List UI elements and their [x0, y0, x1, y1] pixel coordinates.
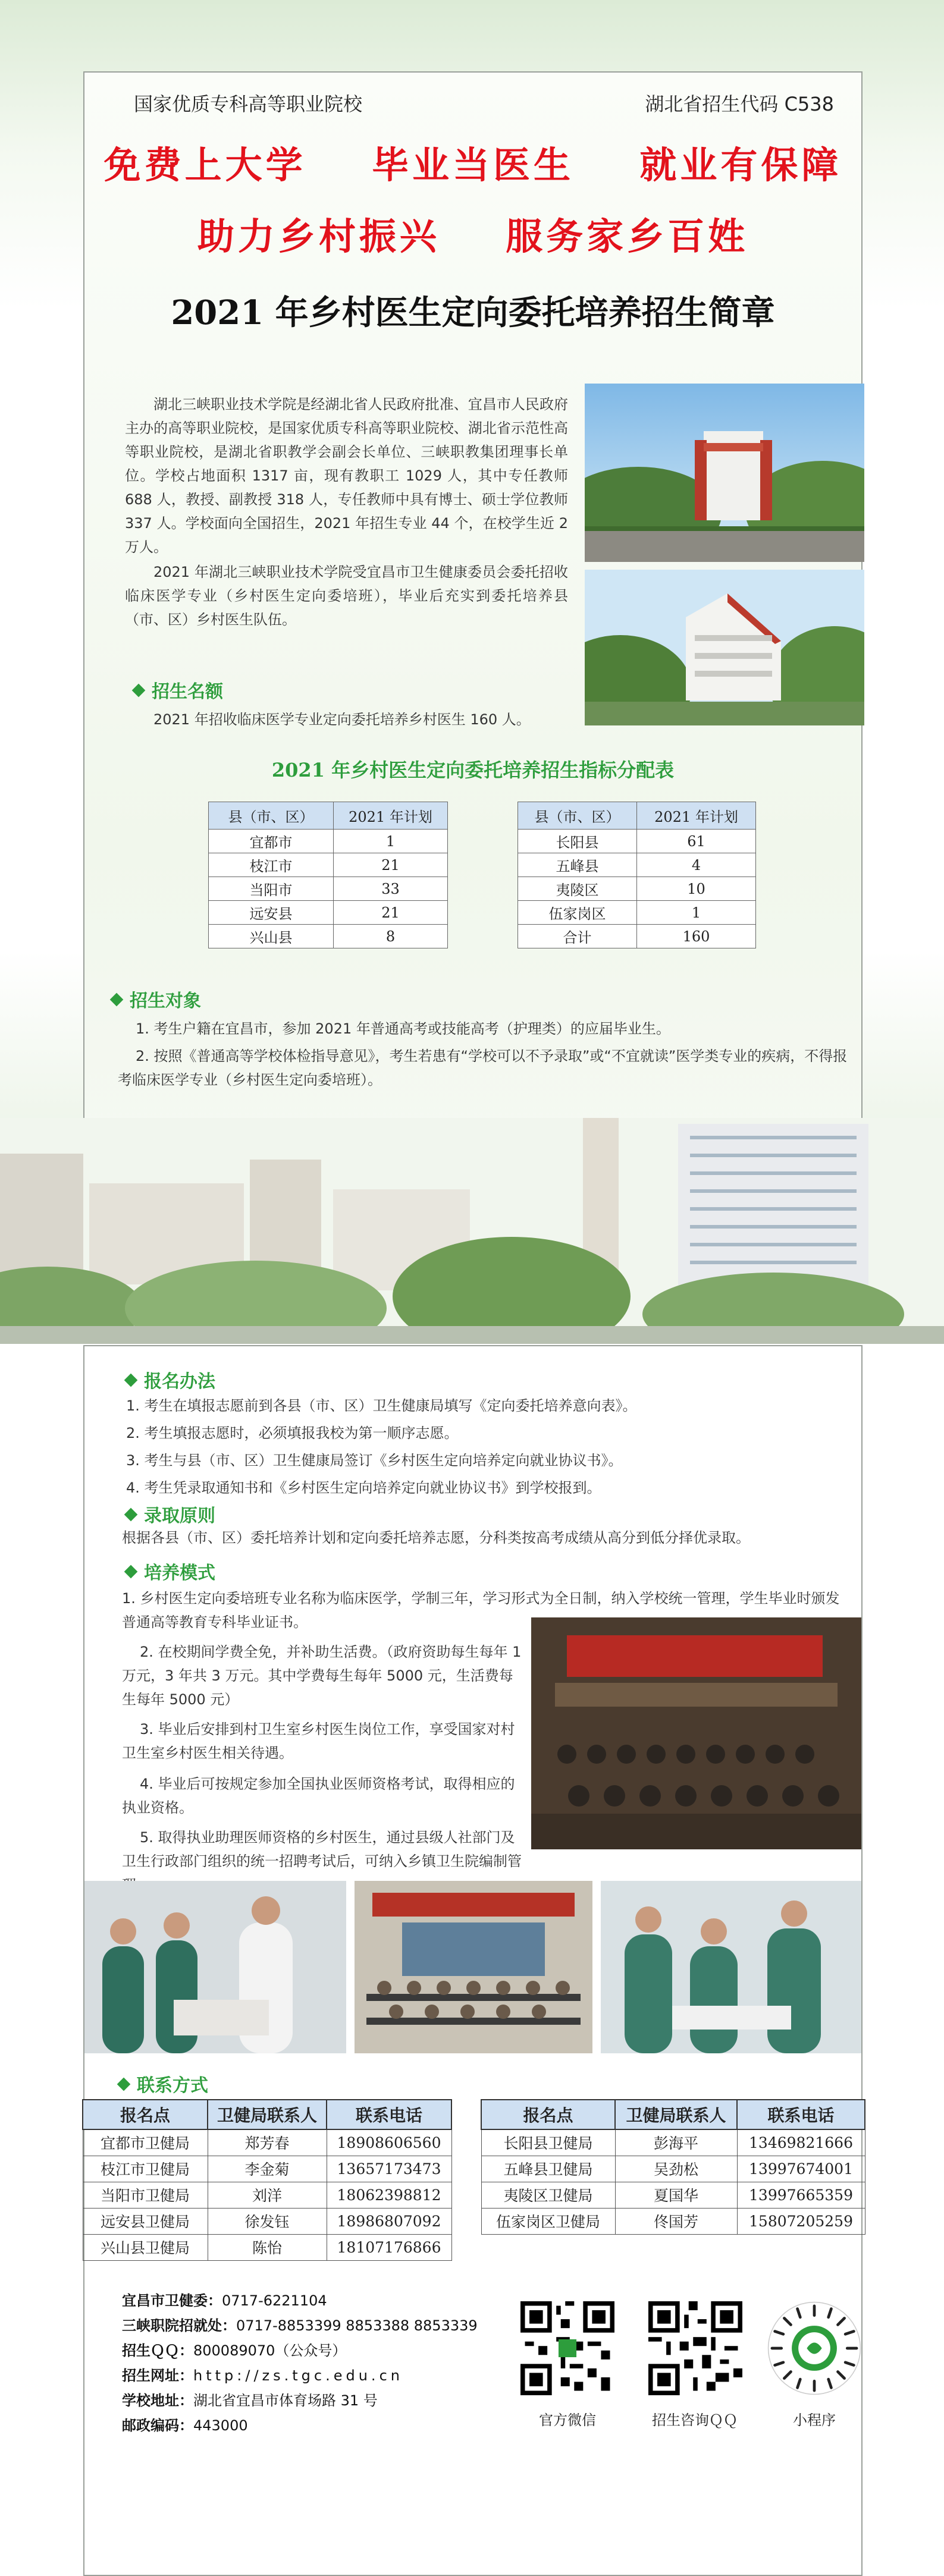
table-row: 夷陵区 10: [518, 877, 756, 901]
diamond-bullet-icon: [132, 684, 146, 698]
table-row: 宜都市卫健局 郑芳春 18908606560: [83, 2129, 451, 2156]
campus-panorama-illustration: [0, 1118, 944, 1344]
table-row: 当阳市卫健局 刘洋 18062398812: [83, 2182, 451, 2208]
contacts-heading: 联系方式: [119, 2071, 208, 2097]
table-row: 长阳县 61: [518, 830, 756, 853]
diamond-bullet-icon: [124, 1508, 138, 1522]
miniapp-code[interactable]: [767, 2301, 861, 2395]
school-introduction: [125, 392, 568, 633]
conference-hall-photo: [531, 1617, 861, 1849]
list-item: 1. 考生在填报志愿前到各县（市、区）卫生健康局填写《定向委托培养意向表》。: [126, 1397, 637, 1414]
contacts-header-phone: 联系电话: [737, 2100, 865, 2129]
table-row: 远安县卫健局 徐发钰 18986807092: [83, 2208, 451, 2234]
plan-table-left: [208, 802, 448, 948]
table-row: 枝江市 21: [209, 853, 448, 877]
contact-line-qq: 招生ＱＱ：800089070（公众号）: [122, 2342, 347, 2359]
contacts-header-contact: 卫健局联系人: [208, 2100, 327, 2129]
slogan-line-2: 助力乡村振兴 服务家乡百姓: [197, 215, 749, 258]
contacts-header-site: 报名点: [83, 2100, 208, 2129]
list-item: 2. 考生填报志愿时，必须填报我校为第一顺序志愿。: [126, 1425, 459, 1441]
page-title: 2021 年乡村医生定向委托培养招生简章: [171, 293, 775, 332]
target-heading: 招生对象: [112, 986, 201, 1012]
miniapp-label: 小程序: [793, 2412, 836, 2429]
diamond-bullet-icon: [124, 1374, 138, 1387]
intro-paragraph-1: 湖北三峡职业技术学院是经湖北省人民政府批准、宜昌市人民政府主办的高等职业院校，是国家优质专科高等职业院校、湖北省示范性高等职业院校，是湖北省职教学会副会长单位、三峡职教集团理事长单位。学校占地面积 1317 亩，现有教职工 1029 人，其中专任教师 688 人，教授、副教授 318 人，专任教师中具有博士、硕士学位教师 337 人。学校面向全国招生，2021 年招生专业 44 个，在校学生近 2 万人。: [125, 396, 568, 555]
diamond-bullet-icon: [117, 2078, 131, 2091]
signup-heading: 报名办法: [126, 1366, 215, 1393]
plan-header-county: 县（市、区）: [518, 802, 637, 830]
contacts-table-right: [481, 2099, 865, 2235]
table-row: 兴山县 8: [209, 925, 448, 948]
qq-qr-label: 招生咨询ＱＱ: [652, 2412, 738, 2429]
contacts-header-phone: 联系电话: [327, 2100, 451, 2129]
admission-heading: 录取原则: [126, 1501, 215, 1527]
diamond-bullet-icon: [110, 993, 124, 1007]
table-row: 五峰县卫健局 吴劲松 13997674001: [481, 2156, 865, 2182]
contact-line-postcode: 邮政编码：443000: [122, 2417, 248, 2434]
contact-line-health-commission: 宜昌市卫健委：0717-6221104: [122, 2292, 327, 2309]
list-item: 3. 考生与县（市、区）卫生健康局签订《乡村医生定向培养定向就业协议书》。: [126, 1452, 623, 1469]
training-item-1: 1. 乡村医生定向委培班专业名称为临床医学，学制三年，学习形式为全日制，纳入学校统一管理，学生毕业时颁发普通高等教育专科毕业证书。: [122, 1590, 840, 1631]
table-row: 伍家岗区 1: [518, 901, 756, 925]
training-item-3: 3. 毕业后安排到村卫生室乡村医生岗位工作，享受国家对村卫生室乡村医生相关待遇。: [122, 1721, 515, 1761]
training-item-2: 2. 在校期间学费全免，并补助生活费。（政府资助每生每年 1 万元，3 年共 3 万元。其中学费每生每年 5000 元，生活费每生每年 5000 元）: [122, 1644, 522, 1708]
campus-building-photo: [585, 570, 864, 725]
contacts-table-left: [82, 2099, 452, 2261]
contact-line-website[interactable]: 招生网址：http://zs.tgc.edu.cn: [122, 2367, 403, 2384]
training-item-5: 5. 取得执业助理医师资格的乡村医生，通过县级人社部门及卫生行政部门组织的统一招聘考试后，可纳入乡镇卫生院编制管: [122, 1829, 522, 1870]
table-row: 兴山县卫健局 陈怡 18107176866: [83, 2234, 451, 2260]
table-row: 伍家岗区卫健局 佟国芳 15807205259: [481, 2208, 865, 2234]
table-row: 合计 160: [518, 925, 756, 948]
table-row: 夷陵区卫健局 夏国华 13997665359: [481, 2182, 865, 2208]
diamond-bullet-icon: [124, 1565, 138, 1579]
training-item-4: 4. 毕业后可按规定参加全国执业医师资格考试，取得相应的执业资格。: [122, 1776, 515, 1816]
contact-details: [122, 2288, 478, 2438]
training-photo-2: [355, 1881, 592, 2053]
signup-list: [126, 1394, 840, 1503]
target-list: [118, 1017, 855, 1095]
quota-heading: 招生名额: [134, 677, 223, 703]
table-row: 长阳县卫健局 彭海平 13469821666: [481, 2129, 865, 2156]
training-photo-1: [84, 1881, 346, 2053]
quota-text: 2021 年招收临床医学专业定向委托培养乡村医生 160 人。: [153, 711, 531, 728]
training-photo-3: [601, 1881, 861, 2053]
plan-table-right: [518, 802, 756, 948]
intro-paragraph-2: 2021 年湖北三峡职业技术学院受宜昌市卫生健康委员会委托招收临床医学专业（乡村医生定向委培班），毕业后充实到委托培养县（市、区）乡村医生队伍。: [125, 564, 568, 628]
list-item: 2. 按照《普通高等学校体检指导意见》，考生若患有“学校可以不予录取”或“不宜就读”医学类专业的疾病，不得报考临床医学专业（乡村医生定向委培班）。: [118, 1048, 848, 1088]
list-item: 1. 考生户籍在宜昌市，参加 2021 年普通高考或技能高考（护理类）的应届毕业生。: [136, 1020, 670, 1037]
school-tagline: 国家优质专科高等职业院校: [134, 93, 363, 115]
table-row: 枝江市卫健局 李金菊 13657173473: [83, 2156, 451, 2182]
admission-text: 根据各县（市、区）委托培养计划和定向委托培养志愿，分科类按高考成绩从高分到低分择优录取。: [122, 1529, 750, 1546]
slogan-line-1: 免费上大学 毕业当医生 就业有保障: [104, 143, 842, 187]
table-row: 宜都市 1: [209, 830, 448, 853]
plan-table-title: 2021 年乡村医生定向委托培养招生指标分配表: [271, 759, 675, 781]
plan-header-plan: 2021 年计划: [334, 802, 448, 830]
table-row: 远安县 21: [209, 901, 448, 925]
contact-line-address: 学校地址：湖北省宜昌市体育场路 31 号: [122, 2392, 378, 2409]
contacts-header-site: 报名点: [481, 2100, 615, 2129]
qq-qr-code[interactable]: [648, 2301, 742, 2395]
campus-gate-photo: [585, 384, 864, 562]
plan-header-plan: 2021 年计划: [637, 802, 756, 830]
wechat-qr-code[interactable]: [520, 2301, 614, 2395]
training-heading: 培养模式: [126, 1558, 215, 1584]
table-row: 当阳市 33: [209, 877, 448, 901]
contacts-header-contact: 卫健局联系人: [615, 2100, 737, 2129]
list-item: 4. 考生凭录取通知书和《乡村医生定向培养定向就业协议书》到学校报到。: [126, 1479, 601, 1496]
table-row: 五峰县 4: [518, 853, 756, 877]
contact-line-admissions-office: 三峡职院招就处：0717-8853399 8853388 8853339: [122, 2317, 478, 2334]
wechat-qr-label: 官方微信: [539, 2412, 596, 2429]
plan-header-county: 县（市、区）: [209, 802, 334, 830]
admission-code: 湖北省招生代码 C538: [645, 93, 834, 115]
